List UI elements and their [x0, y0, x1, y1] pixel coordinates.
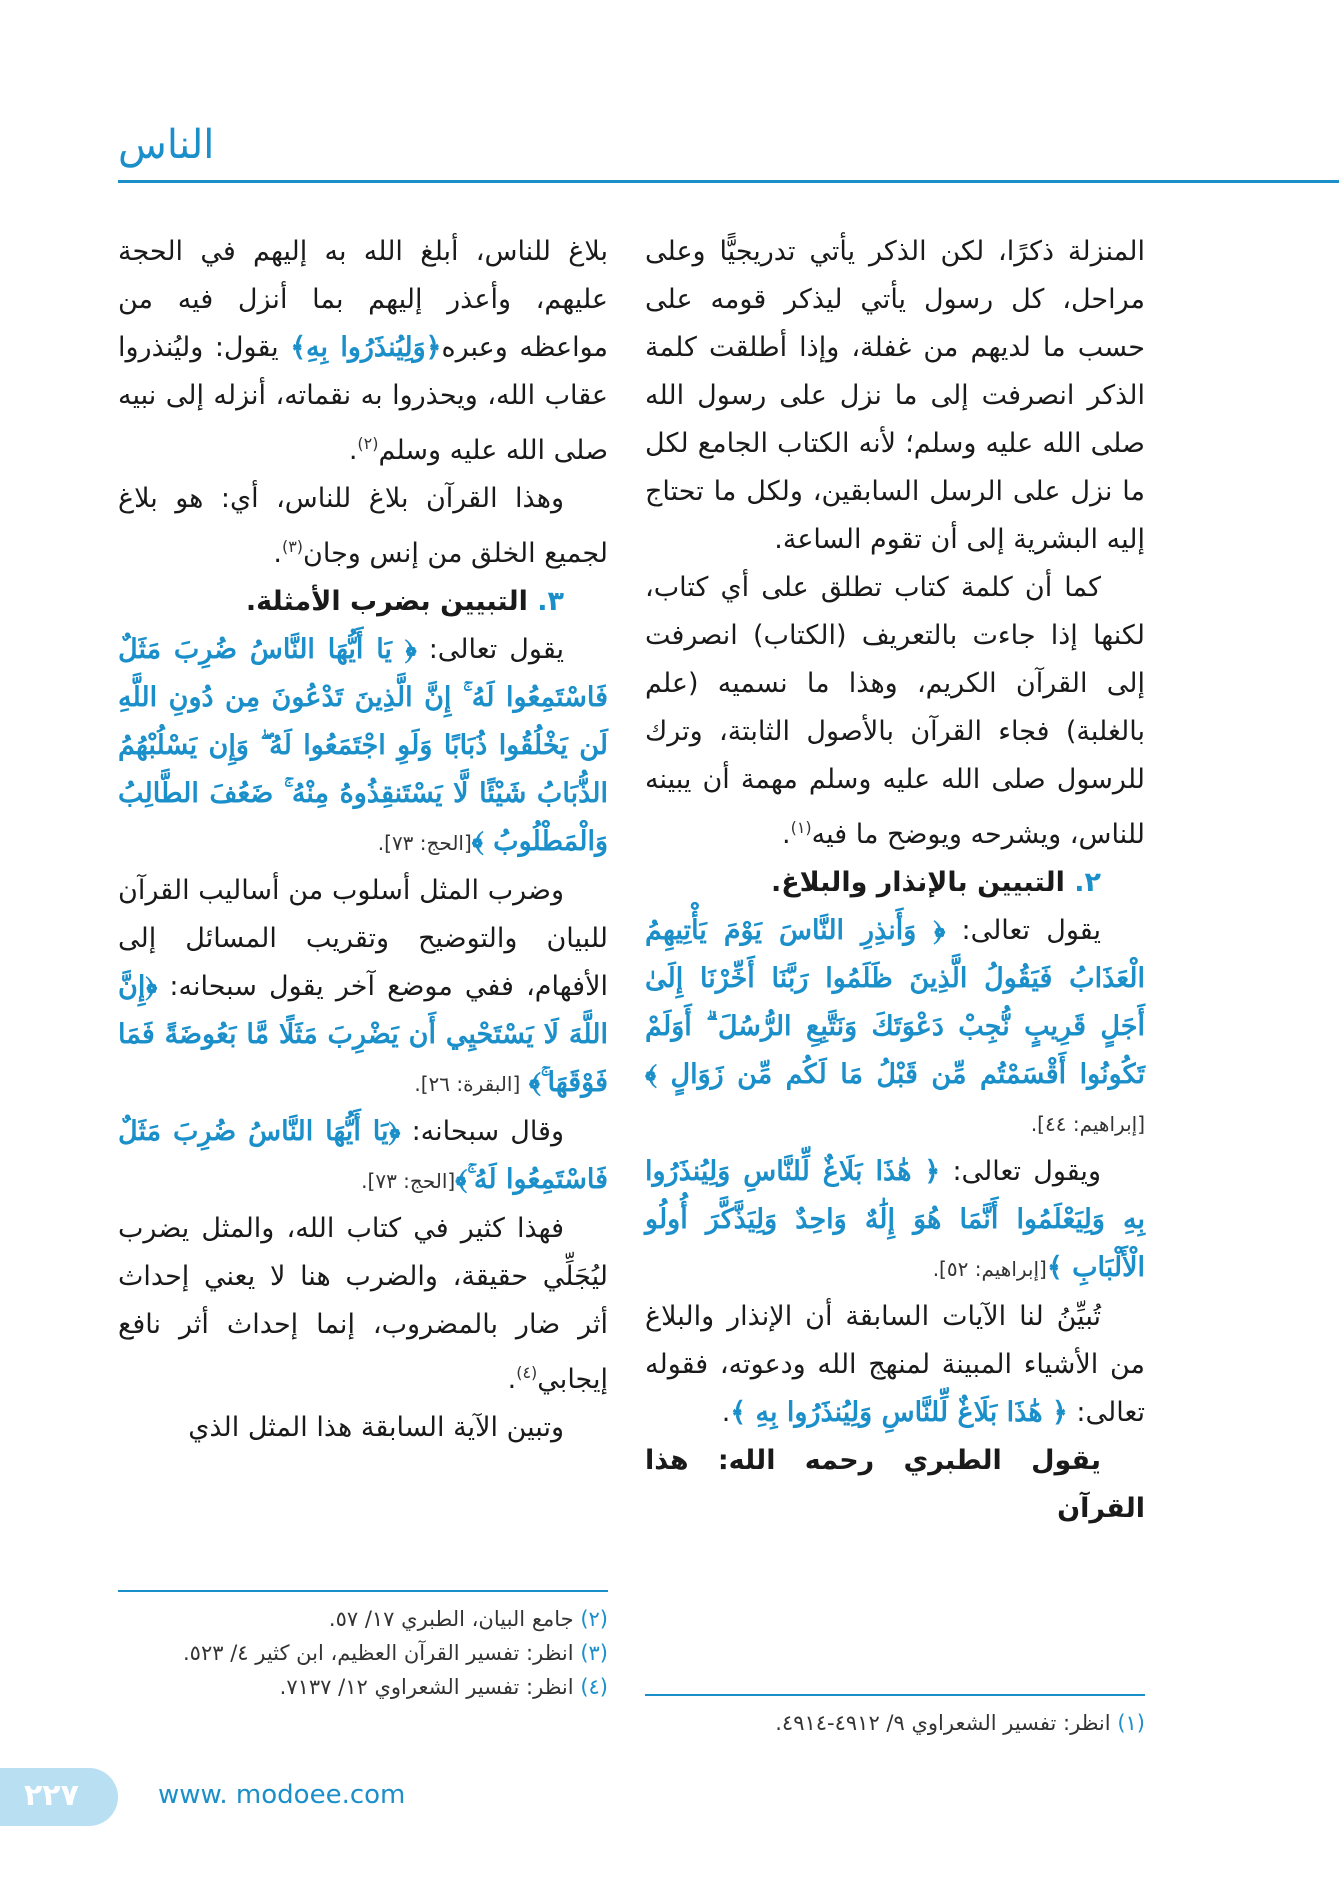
footnote: (٤) انظر: تفسير الشعراوي ١٢/ ٧١٣٧.: [279, 1675, 608, 1699]
quran-verse: ﴿ هَٰذَا بَلَاغٌ لِّلنَّاسِ وَلِيُنذَرُوا بِهِ وَلِيَعْلَمُوا أَنَّمَا هُوَ إِلَٰهٌ وَاحِدٌ وَلِيَذَّكَّرَ أُولُو الْأَلْبَابِ ﴾: [645, 1156, 1145, 1283]
paragraph: كما أن كلمة كتاب تطلق على أي كتاب، لكنها إذا جاءت بالتعريف (الكتاب) انصرفت إلى القرآن الكريم، وهذا ما نسميه (علم بالغلبة) فجاء القرآن بالأصول الثابتة، وترك للرسول صلى الله عليه وسلم مهمة أن يبينه للناس، ويشرحه ويوضح ما فيه$^{(١)}$.: [645, 572, 1145, 850]
footnote-ref: (١): [790, 818, 812, 837]
paragraph: فهذا كثير في كتاب الله، والمثل يضرب ليُجَلِّي حقيقة، والضرب هنا لا يعني إحداث أثر ضار بالمضروب، إنما إحداث أثر نافع إيجابي$^{(٤)}$.: [118, 1213, 608, 1395]
footnote: (٣) انظر: تفسير القرآن العظيم، ابن كثير ٤/ ٥٢٣.: [182, 1641, 608, 1665]
right-column: [645, 228, 1145, 1533]
paragraph: تُبيِّنُ لنا الآيات السابقة أن الإنذار والبلاغ من الأشياء المبينة لمنهج الله ودعوته، فقوله تعالى: ﴿ هَٰذَا بَلَاغٌ لِّلنَّاسِ وَلِيُنذَرُوا بِهِ ﴾.: [645, 1301, 1145, 1428]
paragraph: وهذا القرآن بلاغ للناس، أي: هو بلاغ لجميع الخلق من إنس وجان$^{(٣)}$.: [118, 483, 608, 569]
footnote: (٢) جامع البيان، الطبري ١٧/ ٥٧.: [328, 1607, 608, 1631]
paragraph: وتبين الآية السابقة هذا المثل الذي: [188, 1412, 564, 1443]
paragraph: ويقول تعالى: ﴿ هَٰذَا بَلَاغٌ لِّلنَّاسِ وَلِيُنذَرُوا بِهِ وَلِيَعْلَمُوا أَنَّمَا هُوَ إِلَٰهٌ وَاحِدٌ وَلِيَذَّكَّرَ أُولُو الْأَلْبَابِ ﴾[إبراهيم: ٥٢].: [645, 1156, 1145, 1283]
footnote-divider: [118, 1590, 608, 1592]
paragraph: بلاغ للناس، أبلغ الله به إليهم في الحجة عليهم، وأعذر إليهم بما أنزل فيه من مواعظه وعبره﴿وَلِيُنذَرُوا بِهِ﴾ يقول: وليُنذروا عقاب الله، ويحذروا به نقماته، أنزله إلى نبيه صلى الله عليه وسلم$^{(٢)}$.: [118, 236, 608, 466]
quran-verse: ﴿ وَأَنذِرِ النَّاسَ يَوْمَ يَأْتِيهِمُ الْعَذَابُ فَيَقُولُ الَّذِينَ ظَلَمُوا رَبَّنَا أَخِّرْنَا إِلَىٰ أَجَلٍ قَرِيبٍ نُّجِبْ دَعْوَتَكَ وَنَتَّبِعِ الرُّسُلَ ۗ أَوَلَمْ تَكُونُوا أَقْسَمْتُم مِّن قَبْلُ مَا لَكُم مِّن زَوَالٍ ﴾: [645, 915, 1145, 1090]
header-divider: [118, 180, 1339, 183]
heading-number: ٣.: [537, 586, 564, 617]
footnote-ref: (٢): [357, 434, 379, 453]
paragraph: المنزلة ذكرًا، لكن الذكر يأتي تدريجيًّا وعلى مراحل، كل رسول يأتي ليذكر قومه على حسب ما لديهم من غفلة، وإذا أطلقت كلمة الذكر انصرفت إلى ما نزل على رسول الله صلى الله عليه وسلم؛ لأنه الكتاب الجامع لكل ما نزل على الرسل السابقين، ولكل ما تحتاج إليه البشرية إلى أن تقوم الساعة.: [645, 236, 1145, 555]
website-link[interactable]: www. modoee.com: [158, 1780, 406, 1810]
footnote-ref: (٤): [516, 1363, 538, 1382]
footnote-divider: [645, 1694, 1145, 1696]
heading-number: ٢.: [1074, 867, 1101, 898]
page-number: ٢٢٧: [24, 1778, 79, 1813]
verse-reference: [الحج: ٧٣].: [377, 831, 472, 855]
verse-reference: [إبراهيم: ٤٤].: [1030, 1112, 1145, 1136]
verse-reference: [إبراهيم: ٥٢].: [932, 1257, 1047, 1281]
paragraph: وقال سبحانه: ﴿يَا أَيُّهَا النَّاسُ ضُرِبَ مَثَلٌ فَاسْتَمِعُوا لَهُ ۚ﴾[الحج: ٧٣].: [118, 1116, 608, 1195]
quran-verse: ﴿ هَٰذَا بَلَاغٌ لِّلنَّاسِ وَلِيُنذَرُوا بِهِ ﴾: [730, 1397, 1068, 1428]
quran-verse: ﴿ يَا أَيُّهَا النَّاسُ ضُرِبَ مَثَلٌ فَاسْتَمِعُوا لَهُ ۚ إِنَّ الَّذِينَ تَدْعُونَ مِن دُونِ اللَّهِ لَن يَخْلُقُوا ذُبَابًا وَلَوِ اجْتَمَعُوا لَهُ ۖ وَإِن يَسْلُبْهُمُ الذُّبَابُ شَيْئًا لَّا يَسْتَنقِذُوهُ مِنْهُ ۚ ضَعُفَ الطَّالِبُ وَالْمَطْلُوبُ ﴾: [118, 634, 608, 857]
quran-verse: ﴿إِنَّ اللَّهَ لَا يَسْتَحْيِي أَن يَضْرِبَ مَثَلًا مَّا بَعُوضَةً فَمَا فَوْقَهَا ۚ﴾: [118, 971, 608, 1098]
verse-reference: [الحج: ٧٣].: [361, 1169, 456, 1193]
section-heading: ٣. التبيين بضرب الأمثلة.: [245, 586, 564, 617]
page-title: الناس: [118, 122, 215, 168]
paragraph: يقول تعالى: ﴿ يَا أَيُّهَا النَّاسُ ضُرِبَ مَثَلٌ فَاسْتَمِعُوا لَهُ ۚ إِنَّ الَّذِينَ تَدْعُونَ مِن دُونِ اللَّهِ لَن يَخْلُقُوا ذُبَابًا وَلَوِ اجْتَمَعُوا لَهُ ۖ وَإِن يَسْلُبْهُمُ الذُّبَابُ شَيْئًا لَّا يَسْتَنقِذُوهُ مِنْهُ ۚ ضَعُفَ الطَّالِبُ وَالْمَطْلُوبُ ﴾[الحج: ٧٣].: [118, 634, 608, 857]
paragraph: يقول تعالى: ﴿ وَأَنذِرِ النَّاسَ يَوْمَ يَأْتِيهِمُ الْعَذَابُ فَيَقُولُ الَّذِينَ ظَلَمُوا رَبَّنَا أَخِّرْنَا إِلَىٰ أَجَلٍ قَرِيبٍ نُّجِبْ دَعْوَتَكَ وَنَتَّبِعِ الرُّسُلَ ۗ أَوَلَمْ تَكُونُوا أَقْسَمْتُم مِّن قَبْلُ مَا لَكُم مِّن زَوَالٍ ﴾[إبراهيم: ٤٤].: [645, 915, 1145, 1136]
footnote: (١) انظر: تفسير الشعراوي ٩/ ٤٩١٢-٤٩١٤.: [775, 1711, 1145, 1735]
section-heading: ٢. التبيين بالإنذار والبلاغ.: [770, 867, 1101, 898]
paragraph: يقول الطبري رحمه الله: هذا القرآن: [645, 1445, 1145, 1524]
footnote-ref: (٣): [281, 537, 304, 556]
footnotes-left: [118, 1602, 608, 1704]
quran-verse: ﴿وَلِيُنذَرُوا بِهِ﴾: [290, 332, 442, 363]
left-column: [118, 228, 608, 1452]
verse-reference: [البقرة: ٢٦].: [414, 1072, 521, 1096]
paragraph: وضرب المثل أسلوب من أساليب القرآن للبيان والتوضيح وتقريب المسائل إلى الأفهام، ففي موضع آخر يقول سبحانه: ﴿إِنَّ اللَّهَ لَا يَسْتَحْيِي أَن يَضْرِبَ مَثَلًا مَّا بَعُوضَةً فَمَا فَوْقَهَا ۚ﴾ [البقرة: ٢٦].: [118, 875, 608, 1098]
quran-verse: ﴿يَا أَيُّهَا النَّاسُ ضُرِبَ مَثَلٌ فَاسْتَمِعُوا لَهُ ۚ﴾: [118, 1116, 608, 1195]
footnotes-right: [645, 1706, 1145, 1740]
